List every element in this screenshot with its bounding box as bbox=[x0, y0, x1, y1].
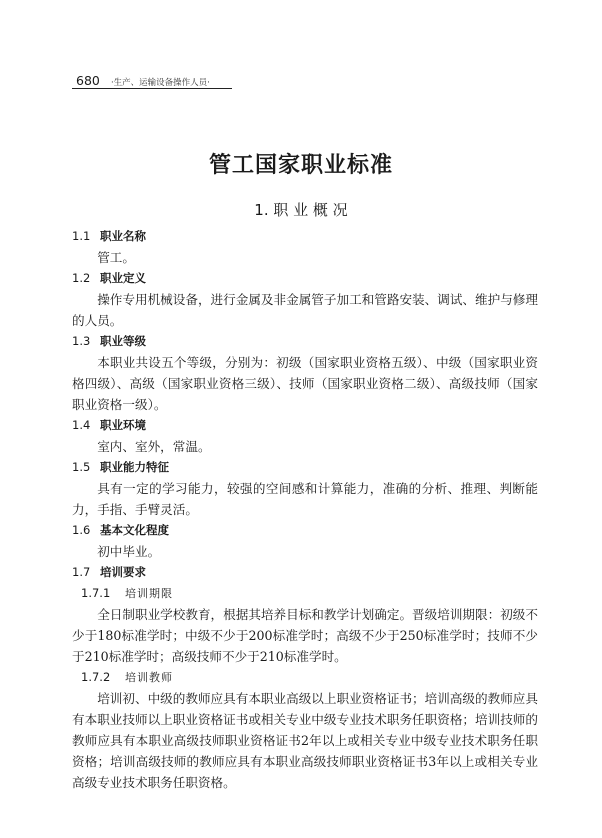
section-title: 基本文化程度 bbox=[100, 523, 169, 537]
section-title: 职业能力特征 bbox=[100, 460, 169, 474]
running-header bbox=[72, 70, 232, 89]
document-title: 管工国家职业标准 bbox=[208, 152, 393, 178]
running-title: ·生产、运输设备操作人员· bbox=[110, 78, 210, 88]
subsection-number: 1.7.2 bbox=[81, 670, 111, 684]
subsection-title: 培训期限 bbox=[125, 587, 173, 600]
section-heading bbox=[72, 562, 538, 583]
section-title: 职业定义 bbox=[100, 271, 146, 285]
section-number: 1.3 bbox=[72, 334, 91, 348]
subsection-paragraph: 培训初、中级的教师应具有本职业高级以上职业资格证书；培训高级的教师应具有本职业技师以上职业资格证书或相关专业中级专业技术职务任职资格；培训技师的教师应具有本职业高级技师职业资格证书2年以上或相关专业中级专业技术职务任职资格；培训高级技师的教师应具有本职业高级技师职业资格证书3年以上或相关专业高级专业技术职务任职资格。 bbox=[72, 691, 538, 790]
section-paragraph: 具有一定的学习能力，较强的空间感和计算能力，准确的分析、推理、判断能力，手指、手臂灵活。 bbox=[72, 481, 538, 517]
subsection-paragraph: 全日制职业学校教育，根据其培养目标和教学计划确定。晋级培训期限：初级不少于180标准学时；中级不少于200标准学时；高级不少于250标准学时；技师不少于210标准学时；高级技师不少于210标准学时。 bbox=[72, 607, 538, 664]
section-title: 职业等级 bbox=[100, 334, 146, 348]
section-heading bbox=[72, 331, 538, 352]
section-number: 1.2 bbox=[72, 271, 91, 285]
section-number: 1.1 bbox=[72, 229, 91, 243]
section-paragraph: 室内、室外，常温。 bbox=[97, 439, 211, 454]
subsection-number: 1.7.1 bbox=[81, 586, 111, 600]
section-number: 1.7 bbox=[72, 565, 91, 579]
subsection-heading bbox=[72, 667, 538, 688]
section-title: 职业名称 bbox=[100, 229, 146, 243]
section-title: 培训要求 bbox=[100, 565, 146, 579]
section-paragraph: 操作专用机械设备，进行金属及非金属管子加工和管路安装、调试、维护与修理的人员。 bbox=[72, 292, 538, 328]
section-paragraph: 本职业共设五个等级，分别为：初级（国家职业资格五级）、中级（国家职业资格四级）、高级（国家职业资格三级）、技师（国家职业资格二级）、高级技师（国家职业资格一级）。 bbox=[72, 355, 538, 412]
section-heading bbox=[72, 226, 538, 247]
page-number: 680 bbox=[76, 73, 100, 88]
section-heading bbox=[72, 415, 538, 436]
section-number: 1.5 bbox=[72, 460, 91, 474]
section-heading bbox=[72, 520, 538, 541]
subsection-heading bbox=[72, 583, 538, 604]
chapter-heading: 1. 职 业 概 况 bbox=[254, 201, 348, 219]
section-title: 职业环境 bbox=[100, 418, 146, 432]
document-body bbox=[72, 226, 538, 793]
section-paragraph: 管工。 bbox=[97, 250, 135, 265]
section-heading bbox=[72, 457, 538, 478]
section-number: 1.4 bbox=[72, 418, 91, 432]
subsection-title: 培训教师 bbox=[125, 671, 173, 684]
section-heading bbox=[72, 268, 538, 289]
section-paragraph: 初中毕业。 bbox=[97, 544, 161, 559]
section-number: 1.6 bbox=[72, 523, 91, 537]
